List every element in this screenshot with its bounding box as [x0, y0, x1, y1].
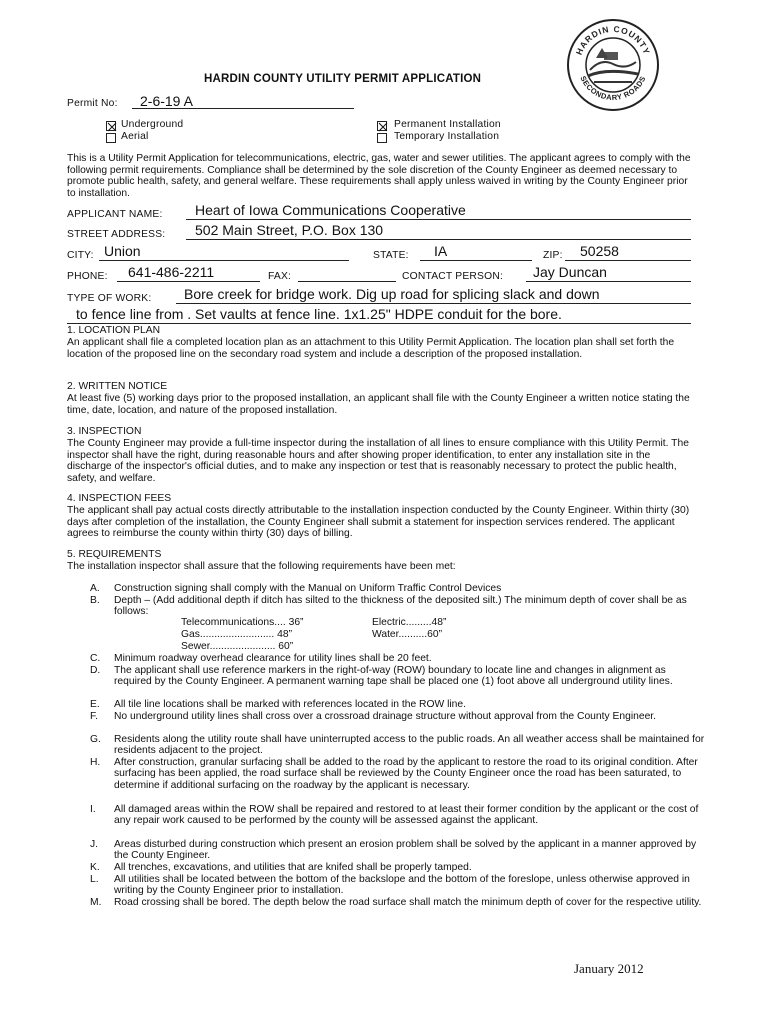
requirement-a: [90, 583, 706, 594]
requirement-text: Construction signing shall comply with the Manual on Uniform Traffic Control Devices: [114, 583, 502, 594]
requirement-j: [90, 839, 706, 862]
requirement-c: [90, 653, 706, 664]
state-label: STATE:: [373, 250, 409, 261]
aerial-checkbox[interactable]: [106, 133, 116, 143]
requirement-letter: F.: [90, 711, 99, 722]
depth-water: Water..........60”: [372, 629, 443, 640]
requirement-letter: H.: [90, 757, 101, 768]
seal-graphic: [566, 18, 660, 112]
state-underline: [420, 260, 532, 261]
section-1-text: An applicant shall file a completed location plan as an attachment to this Utility Permit Application. The location plan shall set forth the location of the proposed line on the secondary road system and include a description of the proposed installation.: [67, 337, 675, 360]
type-of-work-value-line1[interactable]: Bore creek for bridge work. Dig up road for splicing slack and down: [184, 286, 600, 302]
phone-underline: [117, 281, 260, 282]
applicant-name-label: APPLICANT NAME:: [67, 209, 163, 220]
street-address-label: STREET ADDRESS:: [67, 229, 166, 240]
hardin-county-seal: [566, 18, 660, 112]
requirement-g: [90, 734, 706, 757]
zip-underline: [565, 260, 691, 261]
requirement-k: [90, 862, 706, 873]
requirement-e: [90, 699, 706, 710]
permanent-installation-label: Permanent Installation: [394, 119, 501, 130]
checkmark-x-icon: [378, 122, 388, 132]
underground-label: Underground: [121, 119, 184, 130]
requirement-text: Road crossing shall be bored. The depth below the road surface shall match the minimum depth of cover for the respective utility.: [114, 897, 702, 908]
requirement-letter: D.: [90, 665, 101, 676]
intro-paragraph: This is a Utility Permit Application for telecommunications, electric, gas, water and sewer utilities. The applicant agrees to comply with the following permit requirements. Compliance shall be determined by the sole discretion of the County Engineer as deemed necessary to promote public health, safety, and general welfare. These requirements shall apply unless waived in writing by the County Engineer prior to installation.: [67, 153, 691, 199]
contact-person-value[interactable]: Jay Duncan: [533, 264, 607, 280]
requirement-text: Depth – (Add additional depth if ditch has silted to the thickness of the deposited silt.) The minimum depth of cover shall be as follows:: [114, 595, 687, 618]
phone-label: PHONE:: [67, 271, 108, 282]
zip-value[interactable]: 50258: [580, 243, 619, 259]
depth-telecommunications: Telecommunications.... 36”: [181, 617, 304, 628]
seal-bottom-text: SECONDARY ROADS: [578, 74, 648, 103]
requirement-f: [90, 711, 706, 722]
section-5-text: The installation inspector shall assure that the following requirements have been met:: [67, 561, 456, 572]
city-label: CITY:: [67, 250, 94, 261]
depth-sewer: Sewer....................... 60”: [181, 641, 294, 652]
page-title: HARDIN COUNTY UTILITY PERMIT APPLICATION: [204, 73, 482, 85]
requirement-text: Residents along the utility route shall have uninterrupted access to the public roads. An all weather access shall be maintained for residents adjacent to the project.: [114, 734, 705, 757]
requirement-letter: G.: [90, 734, 101, 745]
requirement-letter: C.: [90, 653, 101, 664]
state-value[interactable]: IA: [434, 243, 448, 259]
temporary-installation-label: Temporary Installation: [394, 131, 500, 142]
section-3-text: The County Engineer may provide a full-time inspector during the installation of all lines to ensure compliance with this Utility Permit. The inspector shall have the right, during reasonable hours and after showing proper identification, to enter any installation site in the discharge of the inspector's official duties, and to make any inspection or test that is reasonably necessary to protect the public health, safety, and welfare.: [67, 438, 689, 484]
requirement-letter: L.: [90, 874, 99, 885]
applicant-name-underline: [186, 219, 691, 220]
requirement-text: All utilities shall be located between the bottom of the backslope and the bottom of the foreslope, unless otherwise approved in writing by the County Engineer prior to installation.: [114, 874, 690, 897]
requirement-d: [90, 665, 706, 688]
requirement-letter: J.: [90, 839, 99, 850]
type-of-work-label: TYPE OF WORK:: [67, 293, 152, 304]
requirement-text: Areas disturbed during construction which present an erosion problem shall be solved by the applicant in a manner approved by the County Engineer.: [114, 839, 697, 862]
fax-underline: [298, 281, 396, 282]
applicant-name-value[interactable]: Heart of Iowa Communications Cooperative: [195, 202, 466, 218]
underground-checkbox[interactable]: [106, 121, 116, 131]
aerial-label: Aerial: [121, 131, 149, 142]
checkmark-x-icon: [107, 122, 117, 132]
city-value[interactable]: Union: [104, 243, 141, 259]
section-1-title: 1. LOCATION PLAN: [67, 325, 161, 336]
requirement-text: Minimum roadway overhead clearance for utility lines shall be 20 feet.: [114, 653, 432, 664]
requirement-letter: K.: [90, 862, 100, 873]
contact-person-label: CONTACT PERSON:: [402, 271, 504, 282]
requirement-text: All trenches, excavations, and utilities that are knifed shall be properly tamped.: [114, 862, 472, 873]
requirement-letter: A.: [90, 583, 100, 594]
street-address-value[interactable]: 502 Main Street, P.O. Box 130: [195, 222, 384, 238]
section-5-title: 5. REQUIREMENTS: [67, 549, 162, 560]
permit-no-value[interactable]: 2-6-19 A: [140, 93, 193, 109]
depth-gas: Gas.......................... 48”: [181, 629, 293, 640]
depth-electric: Electric.........48”: [372, 617, 447, 628]
type-of-work-value-line2[interactable]: to fence line from . Set vaults at fence line. 1x1.25" HDPE conduit for the bore.: [76, 306, 562, 322]
zip-label: ZIP:: [543, 250, 563, 261]
svg-text:SECONDARY ROADS: [578, 75, 647, 103]
requirement-h: [90, 757, 706, 791]
requirement-letter: E.: [90, 699, 100, 710]
requirement-letter: I.: [90, 804, 96, 815]
requirement-text: After construction, granular surfacing shall be added to the road by the applicant to restore the road to its original condition. After surfacing has been applied, the road surface shall be reviewed by the County Engineer once the road has been saturated, to determine if additional surfacing on the roadway by the applicant is necessary.: [114, 757, 698, 791]
requirement-text: All damaged areas within the ROW shall be repaired and restored to at least their former condition by the applicant or the cost of any repair work caused to be performed by the county will be assessed against the applicant.: [114, 804, 699, 827]
type-of-work-underline-2: [67, 323, 691, 324]
requirement-b: [90, 595, 706, 618]
fax-label: FAX:: [268, 271, 292, 282]
requirement-l: [90, 874, 706, 897]
requirement-text: All tile line locations shall be marked with references located in the ROW line.: [114, 699, 466, 710]
section-3-title: 3. INSPECTION: [67, 426, 142, 437]
requirement-i: [90, 804, 706, 827]
requirement-text: No underground utility lines shall cross over a crossroad drainage structure without approval from the County Engineer.: [114, 711, 657, 722]
requirement-text: The applicant shall use reference markers in the right-of-way (ROW) boundary to locate line and changes in alignment as required by the County Engineer. A permanent warning tape shall be placed one (1) foot above all underground utility lines.: [114, 665, 673, 688]
seal-top-text: HARDIN COUNTY: [573, 23, 653, 57]
section-2-text: At least five (5) working days prior to the proposed installation, an applicant shall file with the County Engineer a written notice stating the time, date, location, and nature of the proposed installation.: [67, 393, 690, 416]
city-underline: [99, 260, 349, 261]
section-4-title: 4. INSPECTION FEES: [67, 493, 172, 504]
street-address-underline: [186, 239, 691, 240]
contact-person-underline: [526, 281, 691, 282]
permanent-installation-checkbox[interactable]: [377, 121, 387, 131]
requirement-letter: M.: [90, 897, 102, 908]
section-4-text: The applicant shall pay actual costs directly attributable to the installation inspection conducted by the County Engineer. Within thirty (30) days after completion of the installation, the County Engineer shall submit a statement for inspection services rendered. The applicant agrees to reimburse the county within thirty (30) days of billing.: [67, 505, 690, 540]
temporary-installation-checkbox[interactable]: [377, 133, 387, 143]
type-of-work-underline-1: [176, 303, 691, 304]
requirement-m: [90, 897, 706, 908]
requirement-letter: B.: [90, 595, 100, 606]
section-2-title: 2. WRITTEN NOTICE: [67, 381, 168, 392]
permit-no-label: Permit No:: [67, 98, 118, 109]
footer-date: January 2012: [574, 961, 644, 976]
phone-value[interactable]: 641-486-2211: [128, 264, 215, 280]
